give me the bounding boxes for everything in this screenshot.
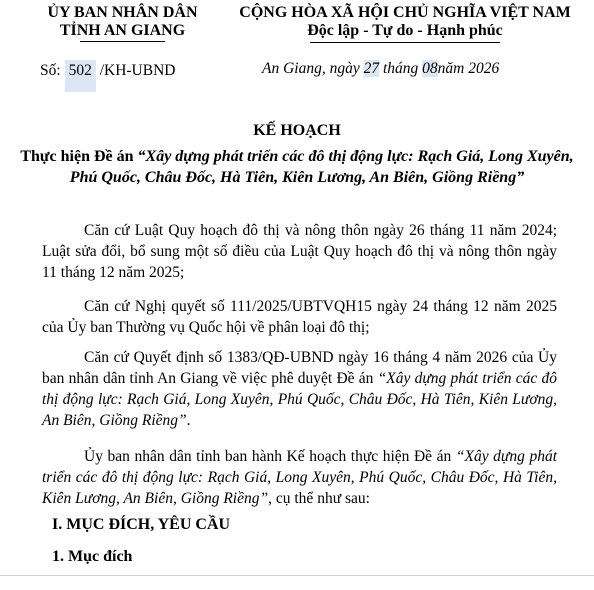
document-number xyxy=(40,60,175,92)
document-number-prefix: Số: xyxy=(40,62,61,79)
subtitle-project-name: “Xây dựng phát triển các đô thị động lực: Rạch Giá, Long Xuyên, Phú Quốc, Châu Đốc, Hà Tiên, Kiên Lương, An Biên, Giồng Riềng” xyxy=(69,148,574,186)
issuing-authority-line1: ỦY BAN NHÂN DÂN xyxy=(47,4,198,21)
subsection-heading-1-1: 1. Mục đích xyxy=(52,548,133,565)
p4-lead: Ủy ban nhân dân tỉnh ban hành Kế hoạch thực hiện Đề án xyxy=(84,448,456,465)
date-place: An Giang, ngày xyxy=(262,60,360,77)
p3-project-name: “Xây dựng phát triển các đô thị động lực: Rạch Giá, Long Xuyên, Phú Quốc, Châu Đốc, Hà Tiên, Kiên Lương, An Biên, Giồng Riềng” xyxy=(42,370,558,429)
motto-underline xyxy=(310,42,500,43)
p3-lead: Căn cứ Quyết định số 1383/QĐ-UBND ngày 16 tháng 4 năm 2026 của Ủy ban nhân dân tỉnh An Giang về việc phê duyệt Đề án xyxy=(42,349,557,387)
date-month-word: tháng xyxy=(382,60,419,77)
document-number-field[interactable]: 502 xyxy=(65,60,96,92)
section-heading-1: I. MỤC ĐÍCH, YÊU CẦU xyxy=(52,516,231,533)
basis-paragraph-3 xyxy=(42,347,557,431)
date-year: năm 2026 xyxy=(437,60,500,77)
authority-underline xyxy=(80,41,165,42)
issue-date xyxy=(262,60,499,78)
p3-tail: . xyxy=(186,412,191,429)
national-motto: Độc lập - Tự do - Hạnh phúc xyxy=(307,22,503,39)
basis-paragraph-2: Căn cứ Nghị quyết số 111/2025/UBTVQH15 ngày 24 tháng 12 năm 2025 của Ủy ban Thường vụ Quốc hội về phân loại đô thị; xyxy=(42,298,557,336)
date-day-field[interactable]: 27 xyxy=(363,60,380,77)
document-subtitle xyxy=(20,146,574,188)
p4-tail: , cụ thể như sau: xyxy=(268,490,370,507)
issuance-paragraph xyxy=(42,446,557,509)
document-number-suffix: /KH-UBND xyxy=(99,62,176,79)
basis-paragraph-1: Căn cứ Luật Quy hoạch đô thị và nông thôn ngày 26 tháng 11 năm 2024; Luật sửa đổi, bổ sung một số điều của Luật Quy hoạch đô thị và nông thôn ngày 11 tháng 12 năm 2025; xyxy=(42,222,557,281)
issuing-authority-line2: TỈNH AN GIANG xyxy=(59,22,186,39)
date-month-field[interactable]: 08 xyxy=(422,60,438,77)
document-title: KẾ HOẠCH xyxy=(253,122,341,139)
page-bottom-divider xyxy=(0,575,594,576)
subtitle-prefix: Thực hiện Đề án xyxy=(20,148,138,165)
p4-project-name: “Xây dựng phát triển các đô thị động lực: Rạch Giá, Long Xuyên, Phú Quốc, Châu Đốc, Hà Tiên, Kiên Lương, An Biên, Giồng Riềng” xyxy=(42,448,558,507)
national-title: CỘNG HÒA XÃ HỘI CHỦ NGHĨA VIỆT NAM xyxy=(239,4,571,21)
